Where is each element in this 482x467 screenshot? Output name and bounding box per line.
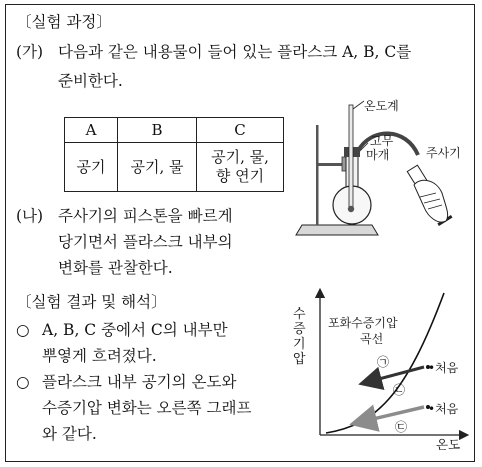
table-cell-c-line1: 공기, 물, bbox=[211, 148, 269, 166]
marker-2: ㉡ bbox=[393, 383, 406, 397]
step-na-line2: 당기면서 플라스크 내부의 bbox=[58, 233, 233, 251]
table-cell-b: 공기, 물 bbox=[118, 143, 197, 192]
y-label-char-4: 압 bbox=[293, 352, 306, 367]
table-header-c: C bbox=[197, 118, 284, 143]
bullet-2: ○ bbox=[16, 373, 30, 391]
start-label-2: •처음 bbox=[428, 402, 459, 416]
table-cell-a: 공기 bbox=[65, 143, 118, 192]
apparatus-illustration bbox=[296, 97, 472, 247]
arrow-3 bbox=[356, 407, 424, 423]
thermometer-bulb bbox=[348, 206, 354, 212]
marker-1: ㉠ bbox=[377, 355, 390, 369]
y-axis-label bbox=[293, 307, 307, 367]
procedure-heading: 〔실험 과정〕 bbox=[16, 13, 112, 31]
experiment-panel bbox=[5, 4, 475, 462]
table-header-a: A bbox=[65, 118, 118, 143]
step-ga-line2: 준비한다. bbox=[58, 72, 123, 90]
arrow-1 bbox=[364, 367, 424, 383]
result1-line2: 뿌옇게 흐려졌다. bbox=[42, 347, 157, 365]
curve-label-line1: 포화수증기압 bbox=[328, 316, 398, 330]
thermometer-tube bbox=[349, 105, 353, 209]
x-axis-label: 온도 bbox=[436, 437, 461, 452]
stand-rod bbox=[316, 125, 319, 225]
step-na-marker: (나) bbox=[16, 207, 44, 225]
y-label-char-2: 증 bbox=[293, 322, 306, 337]
result2-line3: 와 같다. bbox=[42, 425, 97, 443]
step-ga-line1: 다음과 같은 내용물이 들어 있는 플라스크 A, B, C를 bbox=[58, 43, 412, 61]
start-label-1: •처음 bbox=[428, 361, 459, 375]
label-thermometer: 온도계 bbox=[364, 99, 399, 113]
label-stopper-line2: 마개 bbox=[366, 148, 390, 162]
step-na-line3: 변화를 관찰한다. bbox=[58, 259, 173, 277]
result2-line1: 플라스크 내부 공기의 온도와 bbox=[42, 373, 237, 391]
clamp-arm bbox=[316, 163, 346, 166]
bullet-1: ○ bbox=[16, 321, 30, 339]
curve-label-line2: 곡선 bbox=[360, 332, 384, 346]
step-na-line1: 주사기의 피스톤을 빠르게 bbox=[58, 207, 233, 225]
table-header-b: B bbox=[118, 118, 197, 143]
y-label-char-3: 기 bbox=[293, 337, 306, 352]
contents-table bbox=[64, 117, 284, 192]
label-stopper-line1: 고무 bbox=[370, 134, 394, 148]
result1-line1: A, B, C 중에서 C의 내부만 bbox=[42, 321, 228, 339]
marker-3: ㉢ bbox=[395, 420, 408, 434]
table-cell-c bbox=[197, 143, 284, 192]
y-label-char-1: 수 bbox=[293, 307, 306, 322]
step-ga-marker: (가) bbox=[16, 43, 44, 61]
result2-line2: 수증기압 변화는 오른쪽 그래프 bbox=[42, 399, 252, 417]
stand-base bbox=[296, 225, 378, 235]
results-heading: 〔실험 결과 및 해석〕 bbox=[16, 293, 167, 311]
label-syringe: 주사기 bbox=[426, 146, 461, 160]
table-cell-c-line2: 향 연기 bbox=[215, 167, 265, 185]
